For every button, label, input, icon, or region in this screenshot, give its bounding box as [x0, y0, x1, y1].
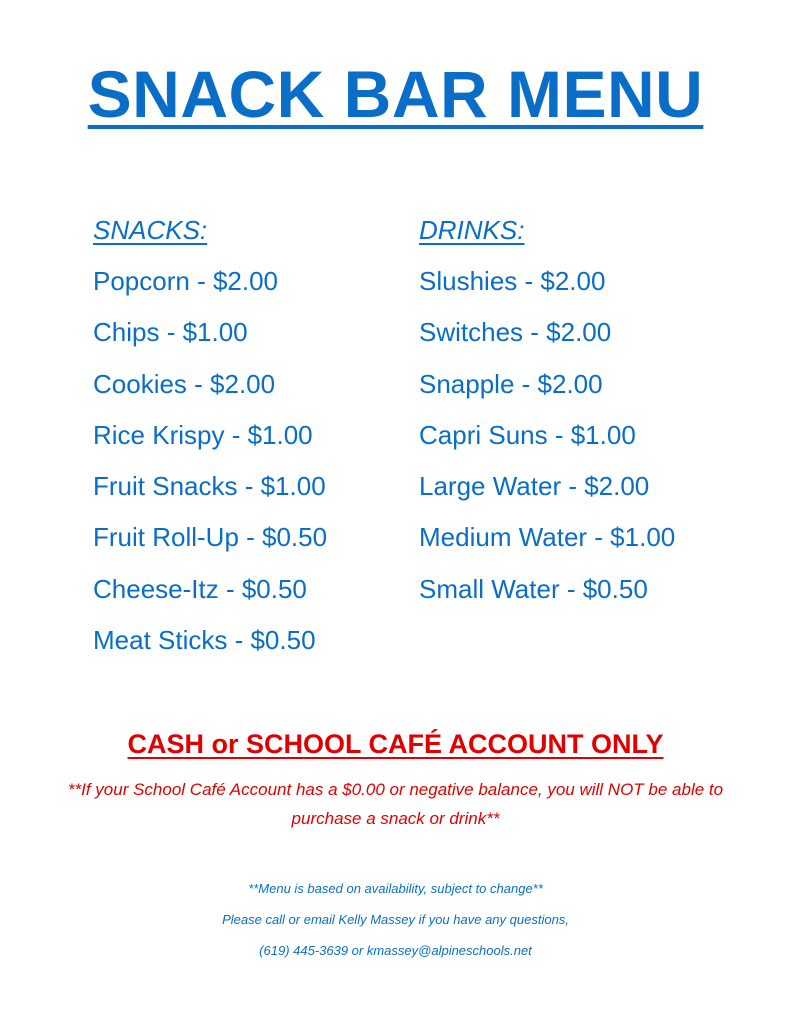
snack-item: Cookies - $2.00: [93, 368, 276, 399]
drinks-column: [419, 211, 675, 621]
snack-item: Cheese-Itz - $0.50: [93, 573, 307, 604]
snack-item: Meat Sticks - $0.50: [93, 625, 316, 656]
drink-item: Snapple - $2.00: [419, 368, 603, 399]
drink-item: Capri Suns - $1.00: [419, 419, 636, 450]
availability-note: **Menu is based on availability, subject to change**: [248, 881, 543, 896]
contact-details: (619) 445-3639 or kmassey@alpineschools.net: [259, 943, 532, 958]
drink-item: Switches - $2.00: [419, 317, 612, 348]
page-title: [0, 54, 791, 134]
snack-item: Fruit Snacks - $1.00: [93, 471, 326, 502]
contact-note: Please call or email Kelly Massey if you have any questions,: [222, 912, 569, 927]
drink-item: Medium Water - $1.00: [419, 522, 676, 553]
drinks-heading: DRINKS:: [419, 215, 525, 245]
snack-item: Rice Krispy - $1.00: [93, 419, 313, 450]
snack-item: Chips - $1.00: [93, 317, 248, 348]
snacks-heading: SNACKS:: [93, 215, 208, 245]
snack-item: Popcorn - $2.00: [93, 266, 279, 296]
balance-warning: **If your School Café Account has a $0.00 or negative balance, you will NOT be able to purchase a snack or drink**: [67, 780, 724, 828]
payment-notice: [0, 726, 791, 762]
drink-item: Slushies - $2.00: [419, 266, 606, 296]
snack-item: Fruit Roll-Up - $0.50: [93, 522, 328, 553]
payment-notice-text: CASH or SCHOOL CAFÉ ACCOUNT ONLY: [127, 729, 664, 759]
drink-item: Small Water - $0.50: [419, 573, 648, 604]
page-title-text: SNACK BAR MENU: [87, 57, 704, 131]
snacks-column: [93, 211, 327, 672]
drink-item: Large Water - $2.00: [419, 471, 650, 502]
